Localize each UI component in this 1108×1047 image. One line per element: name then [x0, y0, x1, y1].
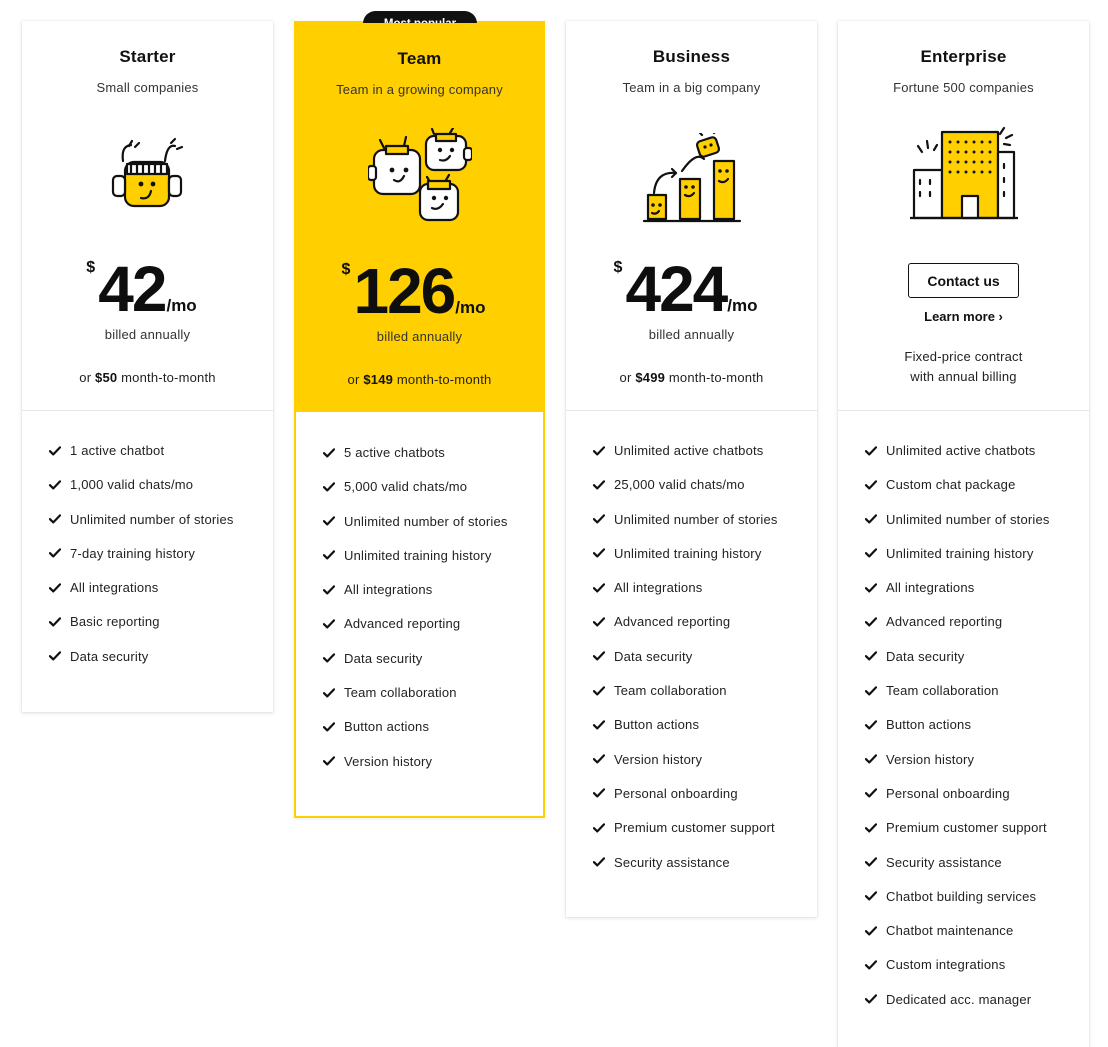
currency-symbol: $	[86, 259, 96, 276]
check-icon	[865, 923, 886, 938]
feature-item	[865, 683, 1081, 717]
feature-label: Personal onboarding	[614, 785, 738, 801]
feature-item	[49, 512, 265, 546]
check-icon	[865, 992, 886, 1007]
check-icon	[593, 855, 614, 870]
feature-label: Data security	[614, 648, 693, 664]
check-icon	[49, 546, 70, 561]
check-icon	[865, 443, 886, 458]
feature-item	[865, 649, 1081, 683]
feature-item	[49, 649, 265, 683]
check-icon	[865, 786, 886, 801]
feature-label: Unlimited active chatbots	[886, 443, 1036, 458]
feature-label: Premium customer support	[886, 820, 1047, 836]
check-icon	[49, 512, 70, 527]
feature-item	[323, 719, 535, 753]
feature-item	[323, 479, 535, 513]
feature-item	[593, 855, 809, 889]
feature-label: Data security	[344, 650, 423, 666]
check-icon	[865, 752, 886, 767]
check-icon	[323, 616, 344, 631]
growth-bars-illustration	[642, 133, 742, 225]
billing-note: billed annually	[376, 329, 463, 344]
plan-subtitle: Team in a big company	[622, 80, 761, 95]
check-icon	[323, 685, 344, 700]
monthly-price-note	[296, 372, 543, 387]
check-icon	[865, 614, 886, 629]
contract-note-line-1: Fixed-price contract	[904, 349, 1023, 364]
check-icon	[323, 651, 344, 666]
feature-item	[593, 614, 809, 648]
feature-list-starter	[49, 443, 265, 683]
feature-item	[865, 580, 1081, 614]
feature-list-team	[323, 445, 535, 788]
check-icon	[323, 719, 344, 734]
feature-label: Unlimited training history	[614, 545, 762, 561]
feature-item	[865, 992, 1081, 1026]
feature-item	[865, 546, 1081, 580]
feature-label: 7-day training history	[70, 545, 196, 561]
check-icon	[323, 754, 344, 769]
check-icon	[593, 683, 614, 698]
check-icon	[865, 580, 886, 595]
check-icon	[593, 786, 614, 801]
feature-item	[593, 477, 809, 511]
bot-group-illustration	[368, 128, 472, 223]
check-icon	[323, 582, 344, 597]
contact-us-button[interactable]: Contact us	[908, 263, 1019, 298]
feature-label: Premium customer support	[614, 820, 775, 836]
price-starter	[22, 253, 273, 325]
feature-item	[593, 752, 809, 786]
feature-item	[865, 443, 1081, 477]
plan-card-starter	[22, 21, 273, 712]
feature-item	[323, 651, 535, 685]
mtm-prefix: or	[79, 370, 92, 385]
feature-label: Advanced reporting	[614, 614, 731, 630]
feature-item	[323, 754, 535, 788]
contract-note-line-2: with annual billing	[910, 369, 1017, 384]
check-icon	[323, 445, 344, 460]
feature-item	[323, 514, 535, 548]
check-icon	[593, 512, 614, 527]
plan-header-team	[296, 23, 543, 412]
feature-label: Custom chat package	[886, 477, 1016, 493]
feature-item	[323, 548, 535, 582]
check-icon	[865, 649, 886, 664]
feature-item	[865, 752, 1081, 786]
plan-card-team	[294, 21, 545, 818]
feature-label: Chatbot maintenance	[886, 923, 1014, 939]
check-icon	[49, 443, 70, 458]
plan-card-enterprise	[838, 21, 1089, 1047]
feature-item	[323, 582, 535, 616]
feature-label: Team collaboration	[614, 683, 727, 699]
check-icon	[593, 580, 614, 595]
contract-note	[838, 347, 1089, 387]
feature-item	[865, 512, 1081, 546]
check-icon	[49, 649, 70, 664]
feature-item	[593, 649, 809, 683]
feature-item	[49, 580, 265, 614]
currency-symbol: $	[613, 259, 623, 276]
plan-card-business	[566, 21, 817, 917]
feature-item	[593, 580, 809, 614]
check-icon	[865, 477, 886, 492]
feature-label: Version history	[886, 751, 975, 767]
feature-item	[593, 512, 809, 546]
monthly-price-note	[566, 370, 817, 385]
feature-item	[865, 786, 1081, 820]
feature-label: Unlimited number of stories	[70, 511, 234, 527]
price-period: /mo	[166, 296, 197, 315]
plan-subtitle: Small companies	[96, 80, 199, 95]
feature-label: All integrations	[886, 580, 975, 596]
plan-subtitle: Team in a growing company	[336, 82, 503, 97]
feature-item	[865, 614, 1081, 648]
feature-label: All integrations	[344, 582, 433, 598]
check-icon	[865, 855, 886, 870]
check-icon	[49, 477, 70, 492]
monthly-price-note	[22, 370, 273, 385]
check-icon	[865, 512, 886, 527]
currency-symbol: $	[341, 261, 351, 278]
feature-label: Personal onboarding	[886, 785, 1010, 801]
price-period: /mo	[455, 298, 486, 317]
feature-label: 5,000 valid chats/mo	[344, 479, 468, 495]
learn-more-link[interactable]: Learn more ›	[924, 309, 1003, 324]
feature-label: Dedicated acc. manager	[886, 991, 1032, 1007]
plan-name: Starter	[119, 47, 176, 66]
check-icon	[865, 889, 886, 904]
check-icon	[49, 580, 70, 595]
price-business	[566, 253, 817, 325]
mtm-prefix: or	[619, 370, 632, 385]
check-icon	[593, 443, 614, 458]
mtm-suffix: month-to-month	[668, 370, 764, 385]
billing-note: billed annually	[648, 327, 735, 342]
feature-label: Data security	[886, 648, 965, 664]
feature-item	[865, 957, 1081, 991]
feature-label: Unlimited active chatbots	[614, 443, 764, 458]
check-icon	[593, 546, 614, 561]
billing-note: billed annually	[104, 327, 191, 342]
feature-item	[865, 717, 1081, 751]
feature-label: Button actions	[886, 717, 972, 733]
plan-header-starter	[22, 21, 273, 411]
check-icon	[593, 649, 614, 664]
feature-item	[593, 820, 809, 854]
check-icon	[865, 957, 886, 972]
mtm-price: $499	[635, 370, 666, 385]
feature-item	[49, 477, 265, 511]
mtm-suffix: month-to-month	[121, 370, 216, 385]
check-icon	[49, 614, 70, 629]
feature-item	[593, 443, 809, 477]
feature-label: Advanced reporting	[344, 616, 461, 632]
check-icon	[323, 548, 344, 563]
feature-label: Advanced reporting	[886, 614, 1003, 630]
office-building-illustration	[910, 124, 1018, 222]
feature-item	[49, 546, 265, 580]
mtm-price: $149	[363, 372, 394, 387]
feature-item	[593, 717, 809, 751]
feature-item	[865, 889, 1081, 923]
price-amount: 42	[98, 253, 166, 325]
feature-label: Custom integrations	[886, 957, 1006, 973]
feature-item	[49, 443, 265, 477]
feature-label: 1 active chatbot	[70, 443, 165, 458]
plan-name: Enterprise	[920, 47, 1007, 66]
check-icon	[323, 514, 344, 529]
check-icon	[593, 477, 614, 492]
check-icon	[593, 614, 614, 629]
feature-label: Unlimited training history	[344, 547, 492, 563]
mtm-suffix: month-to-month	[396, 372, 492, 387]
check-icon	[323, 479, 344, 494]
feature-label: Unlimited number of stories	[886, 511, 1050, 527]
feature-label: Unlimited number of stories	[614, 511, 778, 527]
feature-label: 25,000 valid chats/mo	[614, 477, 745, 493]
feature-label: Button actions	[614, 717, 700, 733]
feature-item	[865, 923, 1081, 957]
feature-label: Team collaboration	[344, 685, 457, 701]
feature-label: Button actions	[344, 719, 430, 735]
feature-item	[593, 546, 809, 580]
feature-label: Chatbot building services	[886, 888, 1037, 904]
mtm-price: $50	[95, 370, 118, 385]
plan-header-enterprise	[838, 21, 1089, 411]
feature-item	[323, 445, 535, 479]
feature-label: All integrations	[70, 580, 159, 596]
feature-label: Unlimited training history	[886, 545, 1034, 561]
feature-label: Version history	[344, 753, 433, 769]
feature-item	[865, 477, 1081, 511]
feature-item	[323, 685, 535, 719]
feature-item	[865, 820, 1081, 854]
feature-list-business	[593, 443, 809, 889]
check-icon	[593, 820, 614, 835]
feature-item	[593, 683, 809, 717]
feature-label: All integrations	[614, 580, 703, 596]
check-icon	[865, 717, 886, 732]
mtm-prefix: or	[347, 372, 360, 387]
feature-label: Basic reporting	[70, 614, 160, 630]
single-bot-illustration	[105, 136, 191, 214]
check-icon	[865, 546, 886, 561]
check-icon	[593, 752, 614, 767]
feature-list-enterprise	[865, 443, 1081, 1026]
feature-label: Unlimited number of stories	[344, 513, 508, 529]
feature-label: Version history	[614, 751, 703, 767]
feature-item	[49, 614, 265, 648]
plan-header-business	[566, 21, 817, 411]
feature-label: Security assistance	[614, 854, 730, 870]
plan-name: Business	[652, 47, 731, 66]
price-period: /mo	[727, 296, 758, 315]
price-team	[296, 255, 543, 327]
feature-label: Team collaboration	[886, 683, 999, 699]
plan-name: Team	[397, 49, 442, 68]
check-icon	[865, 820, 886, 835]
price-amount: 126	[353, 255, 455, 327]
feature-item	[865, 855, 1081, 889]
check-icon	[593, 717, 614, 732]
check-icon	[865, 683, 886, 698]
feature-label: Security assistance	[886, 854, 1002, 870]
price-amount: 424	[625, 253, 727, 325]
plan-subtitle: Fortune 500 companies	[893, 80, 1034, 95]
feature-item	[593, 786, 809, 820]
feature-label: 5 active chatbots	[344, 445, 445, 460]
feature-item	[323, 616, 535, 650]
feature-label: 1,000 valid chats/mo	[70, 477, 194, 493]
feature-label: Data security	[70, 648, 149, 664]
